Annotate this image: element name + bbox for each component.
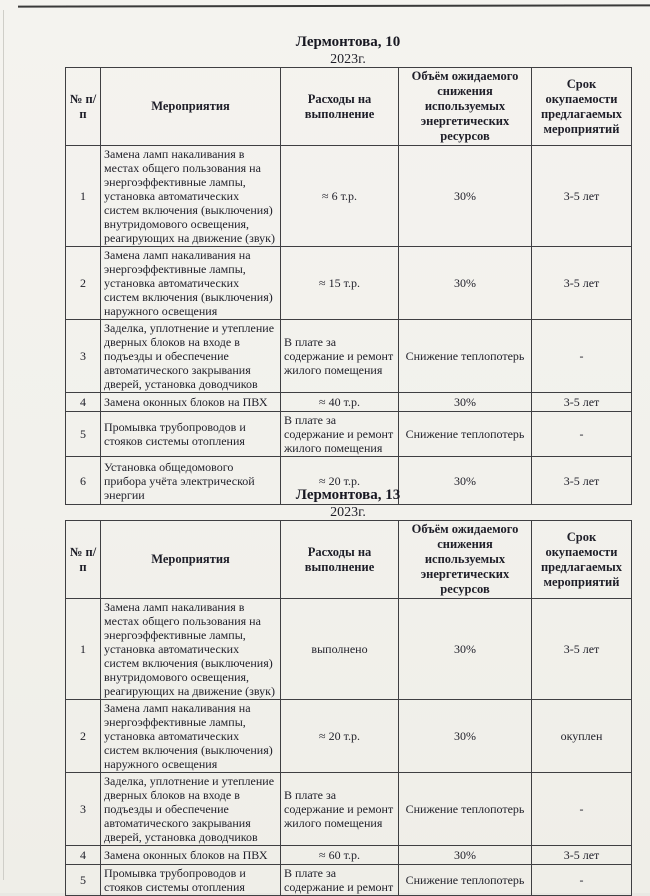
header-cell-costs: Расходы на выполнение [281, 68, 399, 146]
cell-activity: Замена ламп накаливания в местах общего пользования на энергоэффективные лампы, установка автоматических систем включения (выключения) внутридомового освещения, реагирующих на движение (звук) [101, 146, 281, 247]
table-row [66, 599, 632, 700]
cell-activity: Промывка трубопроводов и стояков системы отопления [101, 865, 281, 896]
table-header-row [66, 521, 632, 599]
cell-num: 6 [66, 457, 101, 505]
header-cell-payback: Срок окупаемости предлагаемых мероприятий [532, 68, 632, 146]
cell-cost: ≈ 40 т.р. [281, 393, 399, 412]
cell-reduction: 30% [399, 846, 532, 865]
header-cell-reduction: Объём ожидаемого снижения используемых энергетических ресурсов [399, 68, 532, 146]
cell-num: 5 [66, 865, 101, 896]
header-cell-num: № п/п [66, 68, 101, 146]
cell-num: 1 [66, 599, 101, 700]
cell-num: 5 [66, 412, 101, 457]
cell-num: 3 [66, 320, 101, 393]
cell-payback: - [532, 320, 632, 393]
cell-payback: окуплен [532, 700, 632, 773]
cell-activity: Замена ламп накаливания на энергоэффективные лампы, установка автоматических систем включения (выключения) наружного освещения [101, 247, 281, 320]
table-row [66, 865, 632, 896]
cell-reduction: 30% [399, 599, 532, 700]
cell-reduction: 30% [399, 700, 532, 773]
cell-payback: - [532, 865, 632, 896]
cell-num: 2 [66, 247, 101, 320]
scan-edge-top-line [18, 4, 650, 7]
header-cell-activities: Мероприятия [101, 521, 281, 599]
cell-cost: В плате за содержание и ремонт жилого помещения [281, 320, 399, 393]
cell-cost: ≈ 15 т.р. [281, 247, 399, 320]
cell-cost: выполнено [281, 599, 399, 700]
cell-payback: 3-5 лет [532, 393, 632, 412]
table-row [66, 146, 632, 247]
cell-cost: ≈ 6 т.р. [281, 146, 399, 247]
scan-edge-left-line [3, 10, 4, 880]
header-cell-activities: Мероприятия [101, 68, 281, 146]
cell-reduction: Снижение теплопотерь [399, 773, 532, 846]
cell-num: 2 [66, 700, 101, 773]
cell-cost: В плате за содержание и ремонт жилого помещения [281, 412, 399, 457]
table-header-row [66, 68, 632, 146]
cell-reduction: Снижение теплопотерь [399, 412, 532, 457]
cell-reduction: 30% [399, 393, 532, 412]
cell-num: 4 [66, 846, 101, 865]
table-row [66, 846, 632, 865]
cell-num: 4 [66, 393, 101, 412]
cell-activity: Замена ламп накаливания на энергоэффективные лампы, установка автоматических систем включения (выключения) наружного освещения [101, 700, 281, 773]
cell-activity: Замена ламп накаливания в местах общего пользования на энергоэффективные лампы, установка автоматических систем включения (выключения) внутридомового освещения, реагирующих на движение (звук) [101, 599, 281, 700]
cell-cost: В плате за содержание и ремонт [281, 865, 399, 896]
cell-payback: 3-5 лет [532, 846, 632, 865]
cell-activity: Установка общедомового прибора учёта электрической энергии [101, 457, 281, 505]
cell-activity: Заделка, уплотнение и утепление дверных блоков на входе в подъезды и обеспечение автоматического закрывания дверей, установка доводчиков [101, 320, 281, 393]
cell-reduction: Снижение теплопотерь [399, 865, 532, 896]
header-cell-num: № п/п [66, 521, 101, 599]
table-row [66, 700, 632, 773]
table-row [66, 320, 632, 393]
table-row [66, 393, 632, 412]
cell-payback: 3-5 лет [532, 247, 632, 320]
table-row [66, 412, 632, 457]
table-row [66, 773, 632, 846]
table-lermontova-10 [65, 67, 632, 505]
cell-reduction: Снижение теплопотерь [399, 320, 532, 393]
doc-title-lermontova-13: Лермонтова, 13 [295, 487, 401, 503]
cell-reduction: 30% [399, 146, 532, 247]
cell-payback: - [532, 412, 632, 457]
table-row [66, 247, 632, 320]
cell-payback: 3-5 лет [532, 146, 632, 247]
cell-activity: Замена оконных блоков на ПВХ [101, 846, 281, 865]
cell-payback: - [532, 773, 632, 846]
cell-activity: Заделка, уплотнение и утепление дверных блоков на входе в подъезды и обеспечение автоматического закрывания дверей, установка доводчиков [101, 773, 281, 846]
cell-reduction: 30% [399, 457, 532, 505]
cell-cost: ≈ 60 т.р. [281, 846, 399, 865]
cell-reduction: 30% [399, 247, 532, 320]
cell-cost: ≈ 20 т.р. [281, 700, 399, 773]
cell-num: 1 [66, 146, 101, 247]
header-cell-reduction: Объём ожидаемого снижения используемых энергетических ресурсов [399, 521, 532, 599]
cell-activity: Промывка трубопроводов и стояков системы отопления [101, 412, 281, 457]
cell-num: 3 [66, 773, 101, 846]
doc-year-table-1: 2023г. [330, 52, 366, 67]
header-cell-costs: Расходы на выполнение [281, 521, 399, 599]
doc-year-table-2: 2023г. [330, 505, 366, 520]
table-lermontova-13 [65, 520, 632, 896]
cell-cost: ≈ 20 т.р. [281, 457, 399, 505]
header-cell-payback: Срок окупаемости предлагаемых мероприятий [532, 521, 632, 599]
doc-title-lermontova-10: Лермонтова, 10 [295, 34, 401, 50]
cell-cost: В плате за содержание и ремонт жилого помещения [281, 773, 399, 846]
cell-payback: 3-5 лет [532, 599, 632, 700]
cell-activity: Замена оконных блоков на ПВХ [101, 393, 281, 412]
cell-payback: 3-5 лет [532, 457, 632, 505]
